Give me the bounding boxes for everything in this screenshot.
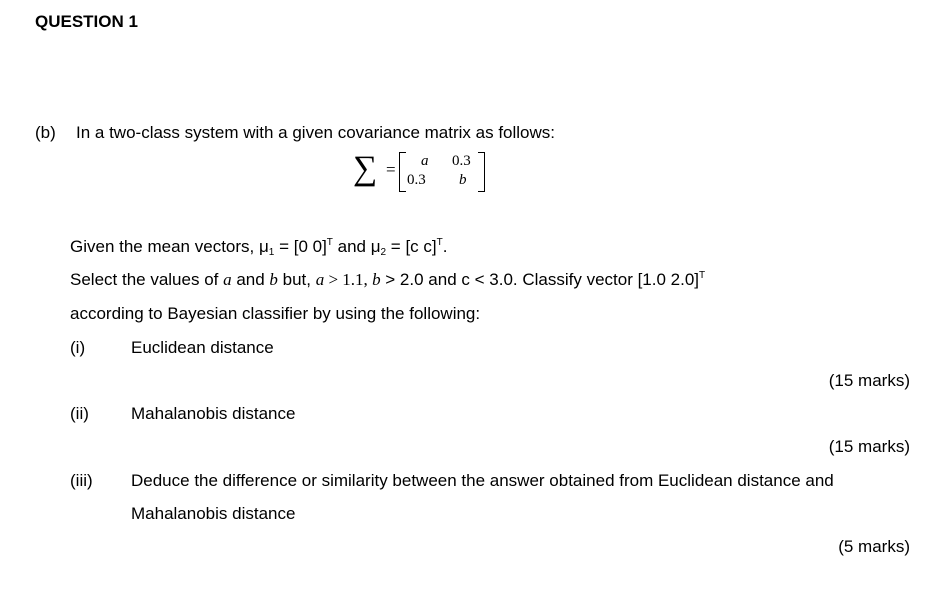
select-values-line: Select the values of a and b but, a > 1.1, b > 2.0 and c < 3.0. Classify vector [1.0 2.0]$^T$ (70, 270, 706, 289)
intro-text: In a two-class system with a given covariance matrix as follows: (76, 123, 556, 142)
matrix-a12: 0.3 (452, 153, 471, 169)
item-i-label: (i) (70, 338, 86, 357)
sigma-symbol: ∑ (353, 150, 378, 187)
item-ii-label: (ii) (70, 404, 89, 423)
item-iii-text-line2: Mahalanobis distance (131, 504, 296, 523)
question-heading: QUESTION 1 (35, 12, 138, 31)
item-iii-marks: (5 marks) (838, 537, 910, 556)
item-iii-label: (iii) (70, 471, 93, 490)
part-label: (b) (35, 123, 56, 142)
matrix-a22: b (459, 172, 467, 188)
matrix-a21: 0.3 (407, 172, 426, 188)
item-ii-text: Mahalanobis distance (131, 404, 296, 423)
according-line: according to Bayesian classifier by using the following: (70, 304, 481, 323)
item-ii-marks: (15 marks) (828, 437, 910, 456)
matrix-left-bracket (399, 152, 406, 192)
matrix-a11: a (421, 153, 429, 169)
matrix-equals: = (386, 160, 396, 179)
mean-vectors-line: Given the mean vectors, $\mu_1 = [0$ 0]$^T$ and $\mu_2 = [c$ c]$^T$. (70, 237, 448, 258)
matrix-right-bracket (478, 152, 485, 192)
item-i-marks: (15 marks) (828, 371, 910, 390)
item-iii-text-line1: Deduce the difference or similarity between the answer obtained from Euclidean distance and (131, 471, 834, 490)
item-i-text: Euclidean distance (131, 338, 274, 357)
